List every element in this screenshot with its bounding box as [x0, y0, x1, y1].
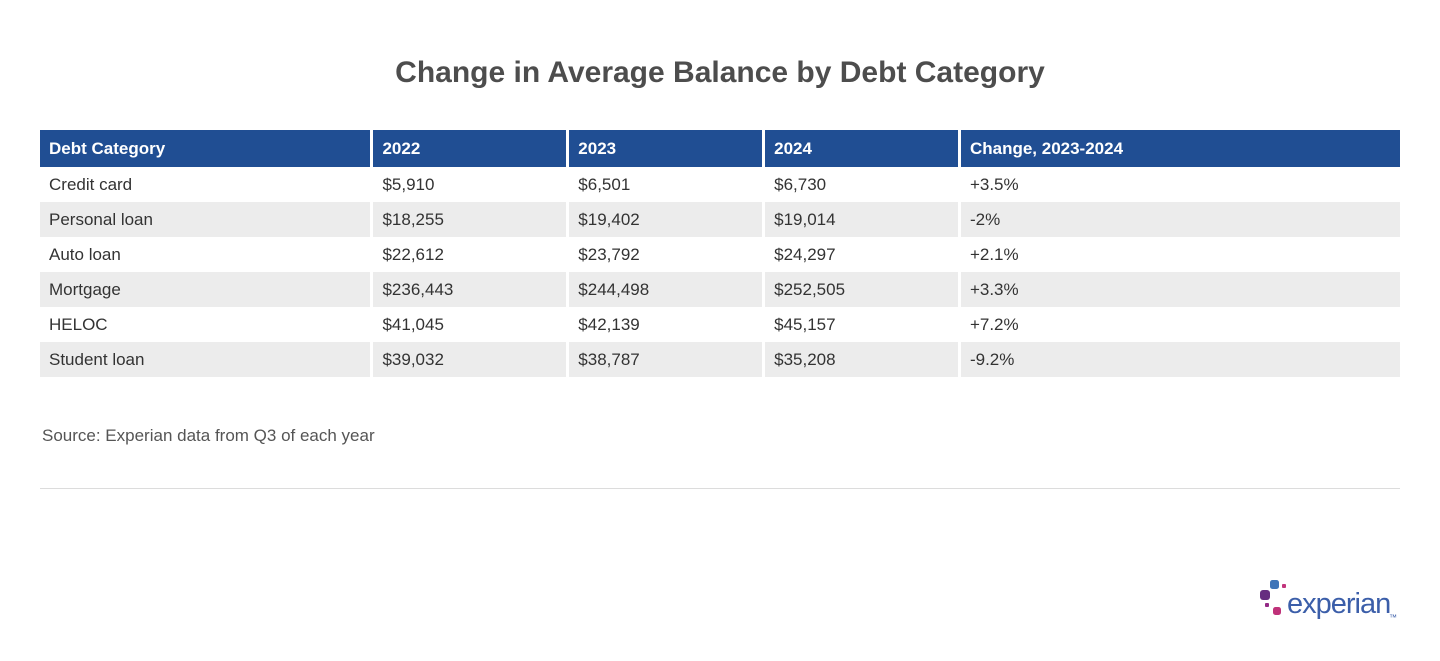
col-header-2022: 2022	[370, 130, 566, 167]
cell-category: Credit card	[40, 167, 370, 202]
cell-category: HELOC	[40, 307, 370, 342]
trademark-symbol: ™	[1389, 613, 1397, 622]
cell-2022: $5,910	[370, 167, 566, 202]
balance-table-container	[40, 130, 1400, 377]
cell-change: +3.5%	[958, 167, 1400, 202]
cell-change: +2.1%	[958, 237, 1400, 272]
cell-2024: $45,157	[762, 307, 958, 342]
cell-2023: $38,787	[566, 342, 762, 377]
cell-category: Auto loan	[40, 237, 370, 272]
cell-2022: $22,612	[370, 237, 566, 272]
cell-2024: $6,730	[762, 167, 958, 202]
cell-2023: $42,139	[566, 307, 762, 342]
experian-logo	[1256, 574, 1402, 626]
logo-square-blue-icon	[1270, 580, 1279, 589]
table-row-student-loan	[40, 342, 1400, 377]
cell-change: -2%	[958, 202, 1400, 237]
cell-change: +3.3%	[958, 272, 1400, 307]
cell-category: Personal loan	[40, 202, 370, 237]
col-header-2023: 2023	[566, 130, 762, 167]
cell-category: Student loan	[40, 342, 370, 377]
cell-2023: $23,792	[566, 237, 762, 272]
cell-2024: $19,014	[762, 202, 958, 237]
experian-wordmark: experian	[1287, 588, 1391, 620]
cell-2024: $24,297	[762, 237, 958, 272]
logo-square-violet-icon	[1265, 603, 1269, 607]
page-title: Change in Average Balance by Debt Category	[395, 56, 1045, 89]
logo-square-magenta-icon	[1273, 607, 1281, 615]
cell-2023: $19,402	[566, 202, 762, 237]
table-row-personal-loan	[40, 202, 1400, 237]
cell-2022: $18,255	[370, 202, 566, 237]
table-header-row	[40, 130, 1400, 167]
table-row-heloc	[40, 307, 1400, 342]
logo-square-pink-icon	[1282, 584, 1286, 588]
table-row-credit-card	[40, 167, 1400, 202]
cell-2023: $6,501	[566, 167, 762, 202]
cell-2022: $41,045	[370, 307, 566, 342]
source-note: Source: Experian data from Q3 of each year	[42, 426, 375, 445]
col-header-debt-category: Debt Category	[40, 130, 370, 167]
cell-change: -9.2%	[958, 342, 1400, 377]
cell-category: Mortgage	[40, 272, 370, 307]
col-header-2024: 2024	[762, 130, 958, 167]
cell-2024: $252,505	[762, 272, 958, 307]
balance-table	[40, 130, 1400, 377]
cell-2022: $39,032	[370, 342, 566, 377]
cell-2023: $244,498	[566, 272, 762, 307]
col-header-change-2023-2024: Change, 2023-2024	[958, 130, 1400, 167]
table-row-auto-loan	[40, 237, 1400, 272]
logo-square-purple-icon	[1260, 590, 1270, 600]
cell-2024: $35,208	[762, 342, 958, 377]
table-row-mortgage	[40, 272, 1400, 307]
cell-2022: $236,443	[370, 272, 566, 307]
cell-change: +7.2%	[958, 307, 1400, 342]
divider-line	[40, 488, 1400, 489]
